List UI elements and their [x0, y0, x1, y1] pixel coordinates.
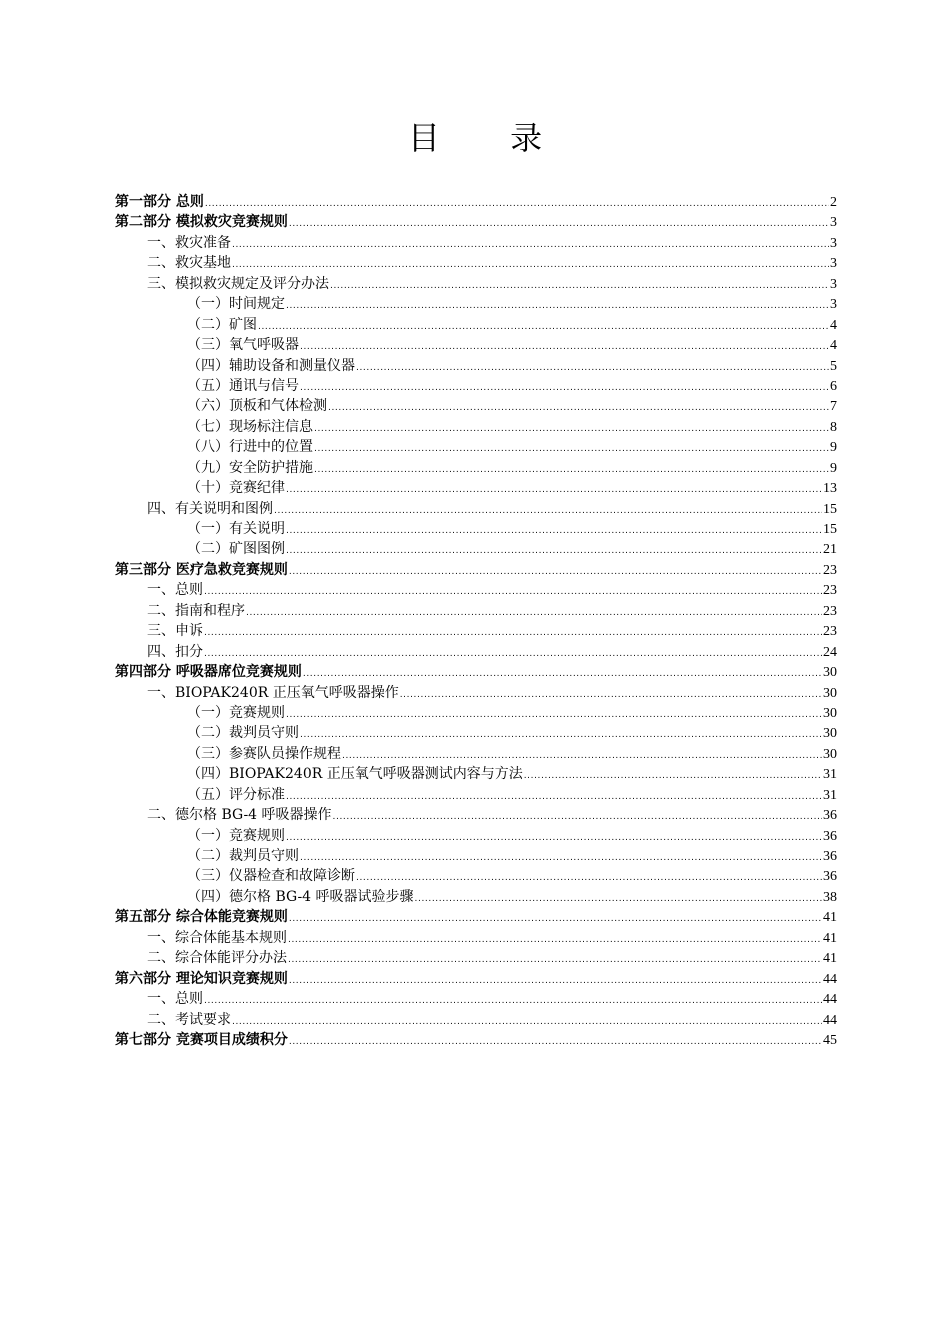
toc-entry-page-number: 7 [830, 399, 837, 415]
toc-leader-dots [415, 887, 822, 909]
toc-entry-label: （三）氧气呼吸器 [187, 337, 299, 354]
toc-entry-label: （一）竞赛规则 [187, 704, 285, 721]
toc-entry[interactable] [115, 662, 837, 682]
toc-entry-label: 二、德尔格 BG-4 呼吸器操作 [147, 807, 332, 824]
toc-entry[interactable] [115, 376, 837, 396]
toc-entry[interactable] [115, 499, 837, 519]
toc-entry[interactable] [115, 294, 837, 314]
toc-entry-label: （四）德尔格 BG-4 呼吸器试验步骤 [187, 888, 414, 905]
toc-entry[interactable] [115, 1030, 837, 1050]
toc-entry-label: （二）裁判员守则 [187, 848, 299, 864]
toc-entry-page-number: 30 [823, 665, 837, 681]
toc-entry[interactable] [115, 601, 837, 621]
toc-entry-page-number: 36 [823, 808, 837, 824]
toc-entry-page-number: 15 [823, 522, 837, 537]
toc-entry[interactable] [115, 744, 837, 764]
toc-entry-label: 三、模拟救灾规定及评分办法 [147, 275, 329, 292]
toc-leader-dots [303, 662, 822, 684]
toc-entry-label: 第四部分 呼吸器席位竞赛规则 [115, 664, 302, 681]
toc-entry[interactable] [115, 683, 837, 703]
toc-entry-label: （二）矿图 [187, 316, 257, 333]
toc-entry[interactable] [115, 478, 837, 498]
toc-entry-label: （八）行进中的位置 [187, 439, 313, 456]
toc-entry-label: （六）顶板和气体检测 [187, 398, 327, 415]
toc-leader-dots [314, 437, 829, 459]
toc-entry-page-number: 23 [823, 583, 837, 599]
toc-leader-dots [258, 315, 829, 337]
toc-entry[interactable] [115, 1010, 837, 1030]
toc-entry-label: （一）时间规定 [187, 296, 285, 313]
toc-entry-label: 一、总则 [147, 991, 203, 1008]
toc-entry-label: 一、总则 [147, 582, 203, 599]
toc-entry-label: 二、综合体能评分办法 [147, 950, 287, 967]
toc-leader-dots [232, 233, 829, 255]
toc-leader-dots [289, 907, 822, 929]
toc-entry[interactable] [115, 723, 837, 743]
toc-leader-dots [524, 764, 822, 786]
toc-entry-label: （二）裁判员守则 [187, 725, 299, 742]
toc-entry-page-number: 8 [830, 419, 837, 435]
toc-leader-dots [274, 499, 822, 521]
toc-leader-dots [232, 253, 829, 275]
toc-entry-page-number: 3 [830, 235, 837, 251]
toc-entry-page-number: 30 [823, 705, 837, 721]
toc-leader-dots [328, 396, 829, 418]
toc-entry-page-number: 44 [823, 1012, 837, 1028]
toc-leader-dots [204, 989, 822, 1011]
toc-entry[interactable] [115, 826, 837, 846]
toc-leader-dots [286, 826, 822, 848]
toc-leader-dots [286, 519, 822, 541]
toc-leader-dots [333, 805, 822, 827]
toc-entry-label: （四）辅助设备和测量仪器 [187, 357, 355, 374]
toc-entry[interactable] [115, 458, 837, 478]
toc-leader-dots [204, 580, 822, 602]
page-title: 目 录 [407, 119, 573, 157]
toc-entry[interactable] [115, 703, 837, 723]
toc-entry-page-number: 15 [823, 501, 837, 517]
toc-entry-page-number: 23 [823, 603, 837, 619]
toc-entry-label: （七）现场标注信息 [187, 418, 313, 435]
toc-entry-label: 一、BIOPAK240R 正压氧气呼吸器操作 [147, 684, 399, 701]
toc-entry-label: （一）竞赛规则 [187, 827, 285, 844]
toc-leader-dots [288, 928, 822, 950]
toc-entry-page-number: 23 [823, 562, 837, 578]
toc-entry-page-number: 36 [823, 869, 837, 885]
toc-entry-page-number: 9 [830, 460, 837, 476]
toc-entry-label: 二、救灾基地 [147, 255, 231, 272]
toc-entry-label: （二）矿图图例 [187, 541, 285, 558]
toc-leader-dots [314, 458, 829, 480]
toc-leader-dots [289, 969, 822, 991]
toc-entry-label: 第六部分 理论知识竞赛规则 [115, 970, 288, 987]
toc-entry-page-number: 31 [823, 787, 837, 803]
toc-entry-page-number: 3 [830, 256, 837, 272]
toc-leader-dots [300, 376, 829, 398]
toc-entry[interactable] [115, 948, 837, 968]
toc-leader-dots [342, 744, 822, 766]
toc-entry-label: （九）安全防护措施 [187, 459, 313, 476]
toc-entry[interactable] [115, 846, 837, 866]
toc-entry-label: 一、救灾准备 [147, 234, 231, 251]
toc-leader-dots [204, 621, 822, 643]
toc-entry-label: （一）有关说明 [187, 521, 285, 537]
toc-entry-label: 一、综合体能基本规则 [147, 929, 287, 946]
toc-entry[interactable] [115, 519, 837, 539]
toc-entry-page-number: 41 [823, 930, 837, 946]
toc-entry-label: 第三部分 医疗急救竞赛规则 [115, 561, 288, 578]
toc-entry-label: （五）通讯与信号 [187, 377, 299, 394]
toc-leader-dots [246, 601, 822, 623]
toc-entry-label: （三）仪器检查和故障诊断 [187, 868, 355, 885]
toc-entry-label: 三、申诉 [147, 623, 203, 640]
toc-leader-dots [400, 683, 822, 705]
toc-entry[interactable] [115, 866, 837, 886]
toc-entry-label: 第一部分 总则 [115, 194, 204, 210]
toc-leader-dots [286, 785, 822, 807]
toc-entry[interactable] [115, 396, 837, 416]
toc-leader-dots [288, 948, 822, 970]
toc-entry-page-number: 36 [823, 849, 837, 864]
toc-leader-dots [356, 356, 829, 378]
toc-entry-page-number: 3 [830, 276, 837, 292]
toc-entry-label: 四、扣分 [147, 643, 203, 660]
toc-entry[interactable] [115, 539, 837, 559]
toc-entry[interactable] [115, 989, 837, 1009]
toc-entry-page-number: 9 [830, 440, 837, 456]
toc-leader-dots [205, 192, 829, 214]
toc-entry-page-number: 21 [823, 542, 837, 558]
toc-entry[interactable] [115, 212, 837, 232]
toc-entry[interactable] [115, 192, 837, 212]
toc-entry-page-number: 23 [823, 624, 837, 640]
toc-leader-dots [289, 1030, 822, 1052]
toc-entry-page-number: 4 [830, 317, 837, 333]
toc-entry-label: 第二部分 模拟救灾竞赛规则 [115, 214, 288, 231]
toc-entry-label: 第七部分 竞赛项目成绩积分 [115, 1031, 288, 1048]
toc-entry[interactable] [115, 642, 837, 662]
toc-leader-dots [289, 560, 822, 582]
toc-entry-page-number: 30 [823, 746, 837, 762]
toc-entry-page-number: 24 [823, 644, 837, 660]
toc-leader-dots [289, 212, 829, 234]
toc-entry[interactable] [115, 928, 837, 948]
toc-entry[interactable] [115, 805, 837, 825]
toc-entry[interactable] [115, 356, 837, 376]
toc-entry[interactable] [115, 274, 837, 294]
toc-leader-dots [314, 417, 829, 439]
toc-entry[interactable] [115, 580, 837, 600]
toc-entry-page-number: 30 [823, 726, 837, 742]
toc-entry-label: （五）评分标准 [187, 786, 285, 803]
toc-entry[interactable] [115, 785, 837, 805]
toc-entry-page-number: 45 [823, 1032, 837, 1048]
toc-entry-label: 第五部分 综合体能竞赛规则 [115, 909, 288, 926]
toc-entry-page-number: 13 [823, 481, 837, 497]
toc-entry-page-number: 44 [823, 992, 837, 1008]
toc-entry[interactable] [115, 335, 837, 355]
toc-entry[interactable] [115, 621, 837, 641]
toc-entry[interactable] [115, 253, 837, 273]
toc-entry-page-number: 3 [830, 297, 837, 313]
toc-entry-label: 四、有关说明和图例 [147, 500, 273, 517]
toc-entry[interactable] [115, 764, 837, 784]
toc-leader-dots [286, 539, 822, 561]
toc-entry-label: 二、考试要求 [147, 1011, 231, 1028]
toc-entry[interactable] [115, 907, 837, 927]
toc-leader-dots [356, 866, 822, 888]
toc-leader-dots [330, 274, 829, 296]
toc-entry-page-number: 4 [830, 338, 837, 354]
toc-entry[interactable] [115, 969, 837, 989]
toc-leader-dots [286, 478, 822, 500]
toc-entry-page-number: 5 [830, 358, 837, 374]
toc-entry-page-number: 30 [823, 685, 837, 701]
toc-entry-page-number: 41 [823, 910, 837, 926]
toc-entry[interactable] [115, 233, 837, 253]
toc-leader-dots [232, 1010, 822, 1032]
toc-entry-page-number: 3 [830, 215, 837, 231]
toc-entry-page-number: 31 [823, 767, 837, 783]
toc-entry-page-number: 2 [830, 195, 837, 210]
toc-entry[interactable] [115, 437, 837, 457]
table-of-contents [115, 192, 837, 1050]
toc-entry-page-number: 36 [823, 828, 837, 844]
toc-entry-label: （三）参赛队员操作规程 [187, 745, 341, 762]
toc-entry-label: 二、指南和程序 [147, 602, 245, 619]
toc-entry-page-number: 38 [823, 889, 837, 905]
toc-leader-dots [300, 335, 829, 357]
toc-entry-page-number: 6 [830, 378, 837, 394]
toc-entry[interactable] [115, 560, 837, 580]
toc-entry-label: （四）BIOPAK240R 正压氧气呼吸器测试内容与方法 [187, 766, 523, 783]
toc-entry[interactable] [115, 887, 837, 907]
toc-leader-dots [204, 642, 822, 664]
toc-entry[interactable] [115, 315, 837, 335]
toc-leader-dots [300, 723, 822, 745]
toc-leader-dots [286, 294, 829, 316]
toc-entry[interactable] [115, 417, 837, 437]
toc-entry-label: （十）竞赛纪律 [187, 480, 285, 497]
toc-entry-page-number: 44 [823, 971, 837, 987]
toc-leader-dots [286, 703, 822, 725]
toc-entry-page-number: 41 [823, 951, 837, 967]
toc-leader-dots [300, 846, 822, 868]
